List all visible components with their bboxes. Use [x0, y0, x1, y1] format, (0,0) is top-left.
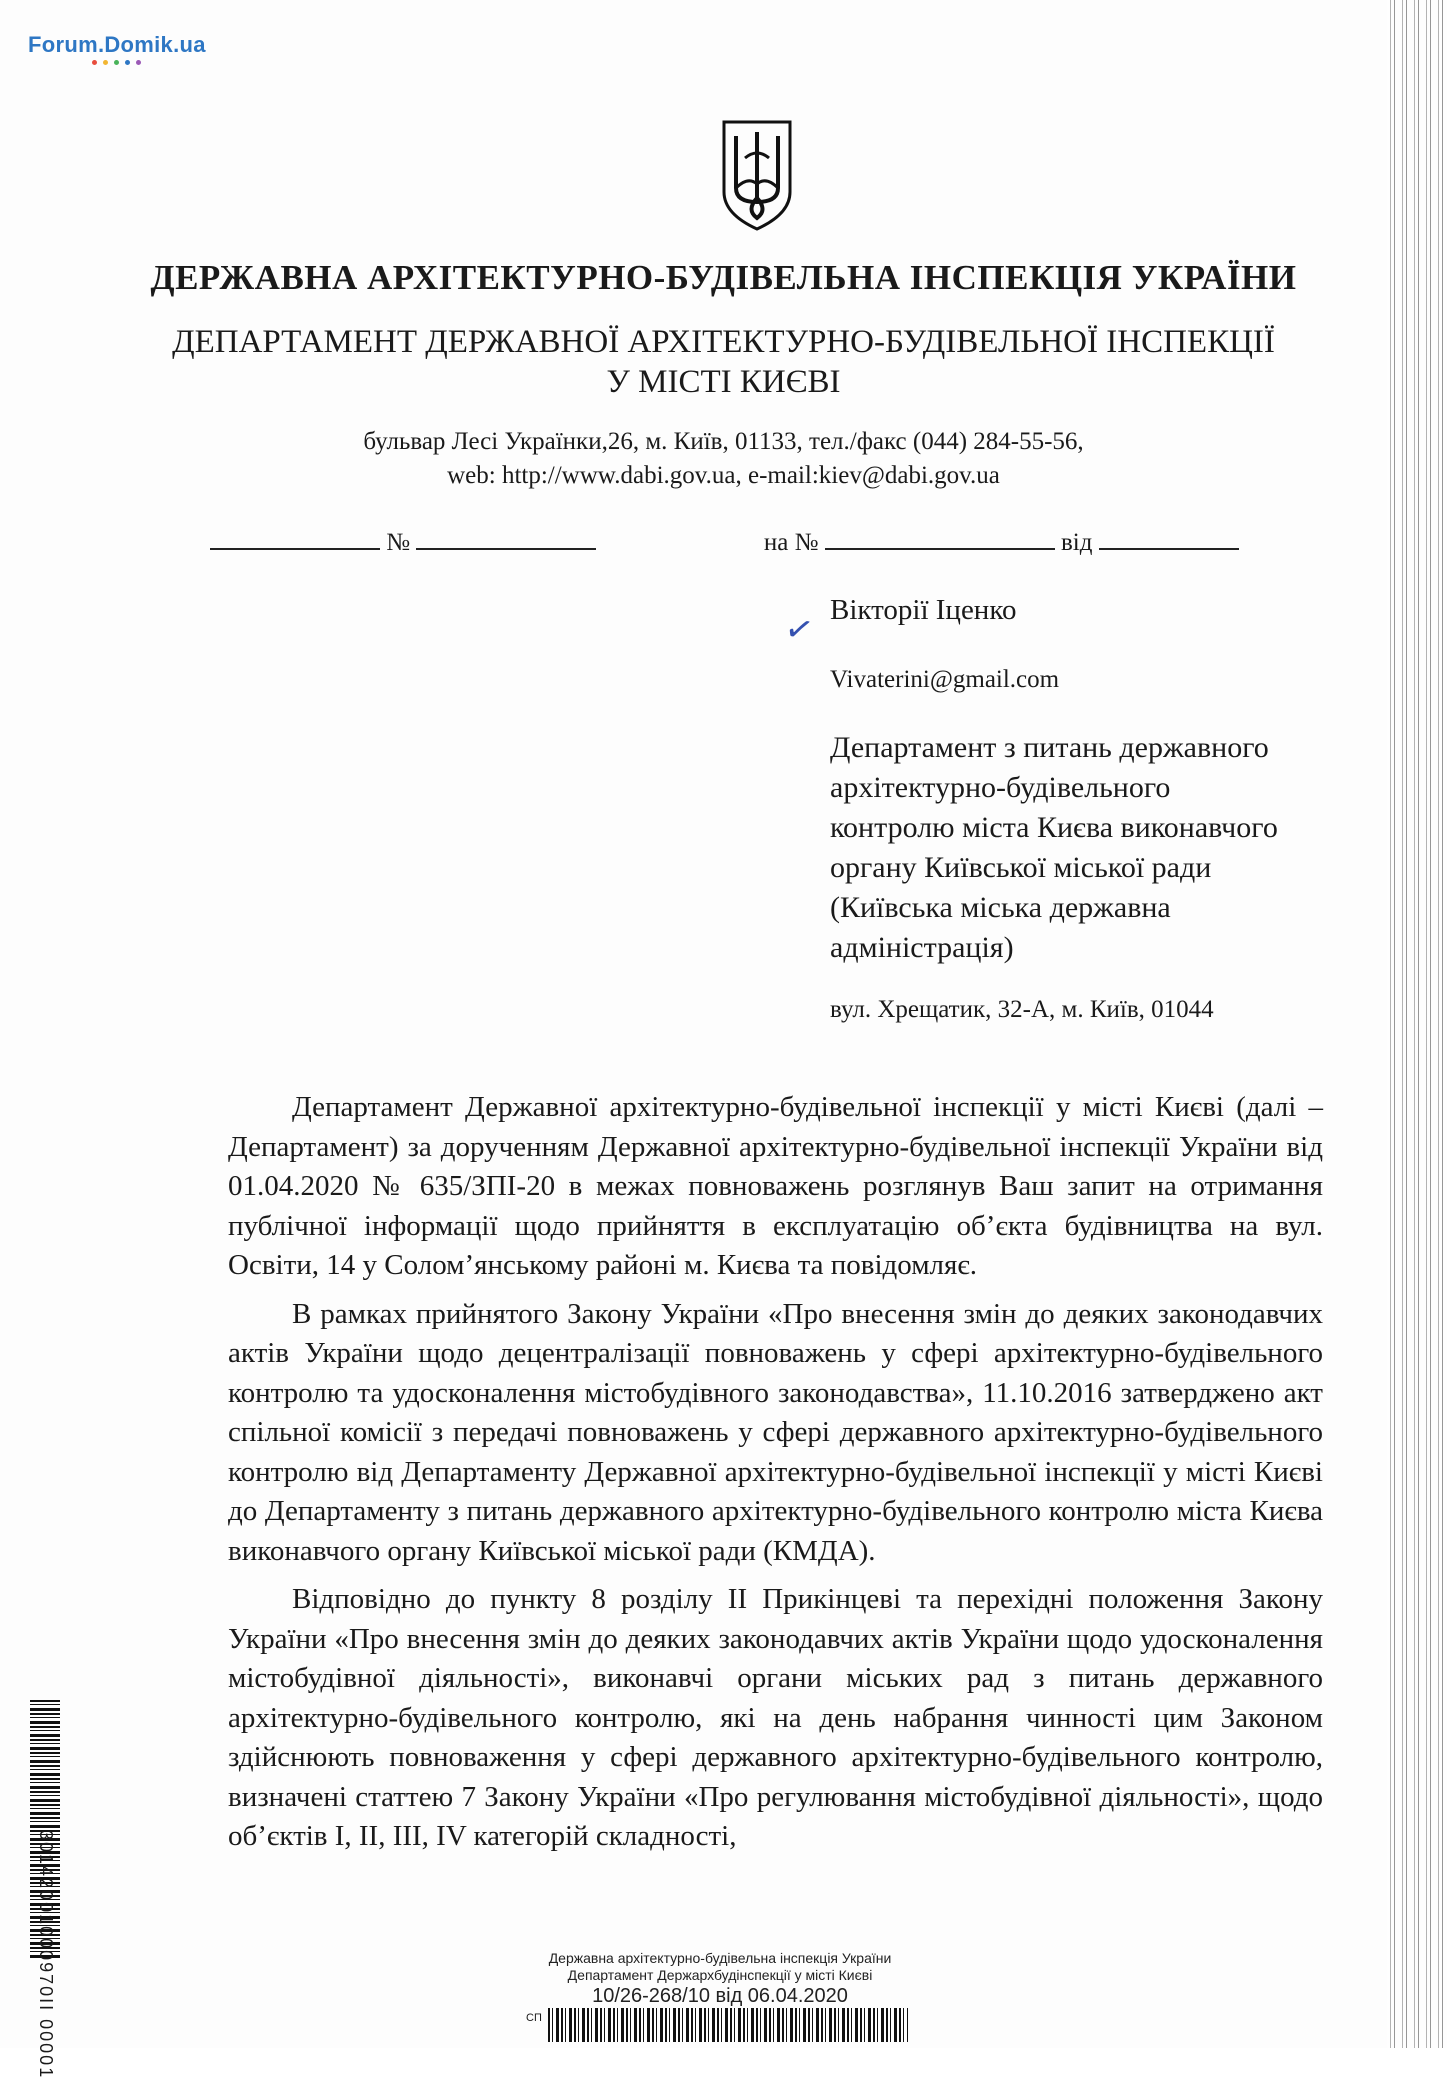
agency-web-email: web: http://www.dabi.gov.ua, e-mail:kiev@dabi.gov.ua	[447, 462, 1000, 489]
agency-title: ДЕРЖАВНА АРХІТЕКТУРНО-БУДІВЕЛЬНА ІНСПЕКЦІЯ УКРАЇНИ	[150, 258, 1297, 297]
bottom-barcode	[548, 2008, 908, 2042]
recipient-dept-line: архітектурно-будівельного	[830, 771, 1171, 804]
body-paragraph: В рамках прийнятого Закону України «Про внесення змін до деяких законодавчих актів України щодо децентралізації повноважень у сфері архітектурно-будівельного контролю та удосконалення містобудівного законодавства», 11.10.2016 затверджено акт спільної комісії з передачі повноважень у сфері державного архітектурно-будівельного контролю від Департаменту Державної архітектурно-будівельної інспекції у місті Києві до Департаменту з питань державного архітектурно-будівельного контролю міста Києва виконавчого органу Київської міської ради (КМДА).	[228, 1297, 1323, 1567]
stamp-line1: Державна архітектурно-будівельна інспекція України	[548, 1950, 892, 1966]
number-label: №	[386, 529, 411, 556]
stamp-reg-number: 10/26-268/10 від 06.04.2020	[592, 1985, 848, 2007]
department-title-line2: У МІСТІ КИЄВІ	[606, 364, 841, 400]
registration-line	[210, 526, 1239, 557]
incoming-number-label: на №	[763, 529, 819, 556]
agency-address: бульвар Лесі Українки,26, м. Київ, 01133, тел./факс (044) 284-55-56,	[363, 428, 1084, 455]
recipient-name: Вікторії Іценко	[830, 594, 1017, 626]
recipient-address: вул. Хрещатик, 32-А, м. Київ, 01044	[830, 996, 1214, 1023]
incoming-number-blank	[825, 526, 1055, 550]
body-paragraph: Департамент Державної архітектурно-будівельної інспекції у місті Києві (далі – Департамент) за дорученням Державної архітектурно-будівельної інспекції України від 01.04.2020 № 635/ЗПІ-20 в межах повноважень розглянув Ваш запит на отримання публічної інформації щодо прийняття в експлуатацію об’єкта будівництва на вул. Освіти, 14 у Солом’янському районі м. Києва та повідомляє.	[228, 1091, 1323, 1281]
recipient-dept-line: контролю міста Києва виконавчого	[830, 811, 1278, 844]
registration-stamp	[520, 1950, 920, 2008]
incoming-date-blank	[1099, 526, 1239, 550]
stamp-line2: Департамент Держархбудінспекції у місті Києві	[567, 1967, 873, 1983]
recipient-dept-line: (Київська міська державна	[830, 891, 1171, 924]
stamp-cp-label: СП	[526, 2012, 542, 2024]
incoming-date-label: від	[1060, 529, 1093, 556]
outgoing-number-blank	[210, 526, 380, 550]
check-mark-icon: ✓	[781, 607, 818, 653]
recipient-dept-line: адміністрація)	[830, 931, 1014, 964]
recipient-email: Vivaterini@gmail.com	[830, 666, 1060, 693]
recipient-dept-line: органу Київської міської ради	[830, 851, 1212, 884]
watermark-dots	[92, 60, 141, 65]
letter-body	[228, 1088, 1323, 1866]
left-barcode-number: 30142001000970II 00001	[36, 1830, 56, 2079]
outgoing-date-blank	[416, 526, 596, 550]
scan-edge-artifact	[1387, 0, 1447, 2048]
watermark-logo[interactable]: Forum.Domik.ua	[28, 32, 206, 57]
department-title-line1: ДЕПАРТАМЕНТ ДЕРЖАВНОЇ АРХІТЕКТУРНО-БУДІВЕЛЬНОЇ ІНСПЕКЦІЇ	[172, 324, 1275, 360]
body-paragraph: Відповідно до пункту 8 розділу ІІ Прикінцеві та перехідні положення Закону України «Про внесення змін до деяких законодавчих актів України щодо удосконалення містобудівної діяльності», виконавчі органи міських рад з питань державного архітектурно-будівельного контролю, які на день набрання чинності цим Законом здійснюють повноваження у сфері державного архітектурно-будівельного контролю, визначені статтею 7 Закону України «Про регулювання містобудівної діяльності», щодо об’єктів І, ІІ, ІІІ, IV категорій складності,	[228, 1583, 1323, 1852]
recipient-department	[830, 728, 1330, 968]
recipient-dept-line: Департамент з питань державного	[830, 731, 1269, 764]
coat-of-arms-icon	[718, 118, 796, 233]
